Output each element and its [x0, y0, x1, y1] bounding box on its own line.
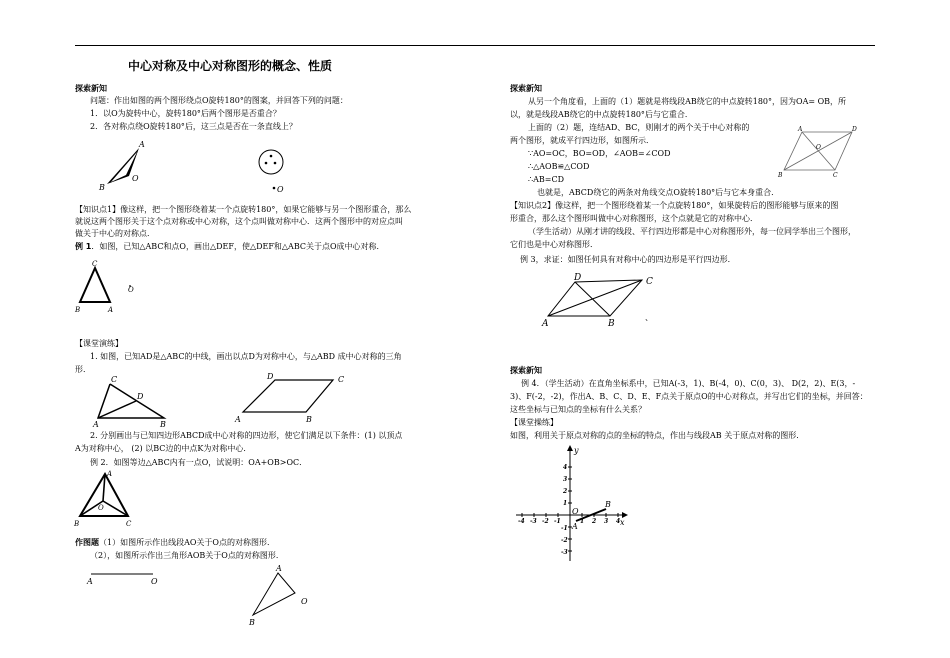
label-D: D — [267, 372, 274, 381]
ytick-6: -3 — [561, 549, 568, 556]
example-1-text: ．如图，已知△ABC和点O，画出△DEF，使△DEF和△ABC关于点O成中心对称． — [91, 242, 385, 251]
coordinate-axes-figure — [510, 445, 635, 570]
top-rule — [75, 45, 875, 46]
xtick-0: -4 — [518, 518, 525, 525]
ytick-0: 4 — [563, 464, 568, 471]
label-D: D — [574, 273, 582, 283]
label-C: C — [126, 520, 132, 528]
circle-figure — [250, 145, 300, 200]
left-practice-heading: 【课堂演练】 — [75, 339, 123, 348]
example-4-line-3: 这些坐标与已知点的坐标有什么关系？ — [510, 405, 646, 414]
xtick-1: -3 — [530, 518, 537, 525]
left-explore-heading: 探索新知 — [75, 84, 107, 93]
practice-1-line-1: 1. 如图，已知AD是△ABC的中线，画出以点D为对称中心，与△ABD 成中心对称的三角 — [90, 352, 402, 361]
page-title: 中心对称及中心对称图形的概念、性质 — [128, 59, 333, 73]
example-2: 例 2．如图等边△ABC内有一点O，试说明：OA+OB>OC． — [90, 458, 308, 467]
example-3: 例 3，求证：如图任何具有对称中心的四边形是平行四边形． — [520, 255, 736, 264]
triangle-aob-drawing-figure — [245, 563, 320, 628]
label-B: B — [608, 319, 615, 328]
triangle-aob-figure — [95, 138, 155, 193]
label-A: A — [107, 470, 113, 478]
xtick-2: -2 — [542, 518, 549, 525]
segment-ao-figure — [85, 568, 165, 588]
label-O: O — [98, 504, 104, 512]
ytick-1: 3 — [563, 476, 568, 483]
label-B: B — [99, 183, 105, 192]
label-O: O — [277, 185, 284, 194]
ytick-2: 2 — [563, 488, 568, 495]
xtick-4: 1 — [580, 518, 585, 525]
label-B: B — [74, 520, 80, 528]
example-2-equilateral-figure — [70, 468, 140, 530]
right-practice-text: 如图，利用关于原点对称的点的坐标的特点，作出与线段AB 关于原点对称的图形． — [510, 431, 805, 440]
student-activity-line-2: 它们也是中心对称图形． — [510, 240, 598, 249]
xtick-6: 3 — [604, 518, 609, 525]
label-B: B — [75, 306, 81, 314]
practice-1-triangle-figure — [88, 370, 173, 430]
drawing-task-1 — [75, 537, 275, 549]
label-A: A — [235, 415, 241, 424]
label-B: B — [778, 172, 783, 179]
label-O: O — [301, 597, 308, 606]
practice-1-line-2: 形． — [75, 365, 91, 374]
origin-label: O — [572, 507, 579, 516]
right-paragraph-1-line-2: 以，就是线段AB绕它的中点旋转180°后与它重合． — [510, 110, 693, 119]
right-paragraph-3: 也就是，ABCD绕它的两条对角线交点O旋转180°后与它本身重合． — [537, 188, 780, 197]
example-1 — [75, 241, 385, 253]
label-C: C — [646, 277, 653, 287]
question-1: 1．以O为旋转中心，旋转180°后两个图形是否重合？ — [90, 109, 281, 118]
label-C: C — [338, 375, 345, 384]
label-D: D — [137, 392, 144, 401]
parallelogram-figure — [772, 124, 867, 180]
label-B: B — [306, 415, 312, 424]
question-2: 2．各对称点绕O旋转180°后，这三点是否在一条直线上？ — [90, 122, 297, 131]
label-A: A — [572, 522, 578, 531]
label-A: A — [87, 577, 93, 586]
label-B: B — [160, 420, 166, 429]
example-4-line-2: 3)、F(-2，-2)，作出A、B、C、D、E、F点关于原点O的中心对称点，并写出它们的坐标，并回答： — [510, 392, 868, 401]
axis-x-label: x — [620, 518, 625, 527]
label-A: A — [542, 319, 549, 328]
label-A: A — [798, 126, 803, 133]
label-A: A — [276, 564, 282, 573]
label-A: A — [108, 306, 114, 314]
right-paragraph-1-line-1: 从另一个角度看，上面的（1）题就是将线段AB绕它的中点旋转180°，因为OA= OB，所 — [528, 97, 847, 106]
problem-text: 问题：作出如图的两个图形绕点O旋转180°的图案，并回答下列的问题： — [90, 96, 348, 105]
label-B: B — [249, 618, 255, 627]
practice-2-line-2: A为对称中心， (2) 以BC边的中点K为对称中心． — [75, 444, 252, 453]
proof-line-1: ∵AO=OC，BO=OD，∠AOB=∠COD — [528, 149, 671, 158]
ytick-3: 1 — [563, 500, 568, 507]
right-paragraph-2-line-1: 上面的（2）题，连结AD、BC，则刚才的两个关于中心对称的 — [528, 123, 750, 132]
ytick-4: -1 — [561, 525, 568, 532]
label-D: D — [852, 126, 857, 133]
label-O: O — [151, 577, 158, 586]
label-B: B — [605, 500, 611, 509]
right-explore-heading-2: 探索新知 — [510, 366, 542, 375]
knowledge-point-1-line-2: 就说这两个图形关于这个点对称或中心对称，这个点叫做对称中心．这两个图形中的对应点叫 — [75, 217, 403, 226]
label-O: O — [128, 286, 134, 294]
ytick-5: -2 — [561, 537, 568, 544]
label-A: A — [139, 140, 145, 149]
label-C: C — [833, 172, 838, 179]
label-O: O — [816, 144, 821, 151]
knowledge-point-1-line-3: 做关于中心的对称点． — [75, 229, 155, 238]
knowledge-point-2-line-2: 形重合，那么这个图形叫做中心对称图形，这个点就是它的对称中心． — [510, 214, 758, 223]
right-explore-heading: 探索新知 — [510, 84, 542, 93]
practice-2-line-1: 2. 分别画出与已知四边形ABCD成中心对称的四边形，使它们满足以下条件：(1) 以顶点 — [90, 431, 403, 440]
knowledge-point-2-line-1: 【知识点2】像这样，把一个图形绕着某一个点旋转180°，如果旋转后的图形能够与原来的图 — [510, 201, 839, 210]
axis-y-label: y — [574, 446, 579, 455]
stray-mark: 、 — [645, 313, 653, 322]
student-activity-line-1: （学生活动）从刚才讲的线段、平行四边形都是中心对称图形外，每一位同学举出三个图形， — [528, 227, 856, 236]
example-4-line-1: 例 4．（学生活动）在直角坐标系中，已知A(-3，1)、B(-4，0)、C(0，3)、 D(2，2)、E(3，- — [521, 379, 856, 388]
drawing-task-2: （2），如图所示作出三角形AOB关于O点的对称图形． — [90, 551, 284, 560]
xtick-5: 2 — [592, 518, 597, 525]
xtick-3: -1 — [554, 518, 561, 525]
label-A: A — [93, 420, 99, 429]
knowledge-point-1-line-1: 【知识点1】像这样，把一个图形绕着某一个点旋转180°，如果它能够与另一个图形重合，那么 — [75, 205, 412, 214]
label-C: C — [92, 260, 98, 268]
right-paragraph-2-line-2: 两个图形，就成平行四边形，如图所示． — [510, 136, 654, 145]
right-practice-heading: 【课堂操练】 — [510, 418, 558, 427]
drawing-task-1-text: （1）如图所示作出线段AO关于O点的对称图形． — [99, 538, 275, 547]
practice-2-quadrilateral-figure — [230, 370, 355, 425]
xtick-7: 4 — [616, 518, 621, 525]
label-O: O — [132, 174, 139, 183]
proof-line-2: ∴△AOB≌△COD — [528, 162, 590, 171]
example-1-figure — [70, 258, 150, 318]
proof-line-3: ∴AB=CD — [528, 175, 564, 184]
example-1-label: 例 1 — [75, 242, 92, 251]
drawing-task-label: 作图题 — [75, 538, 99, 547]
label-C: C — [111, 375, 118, 384]
